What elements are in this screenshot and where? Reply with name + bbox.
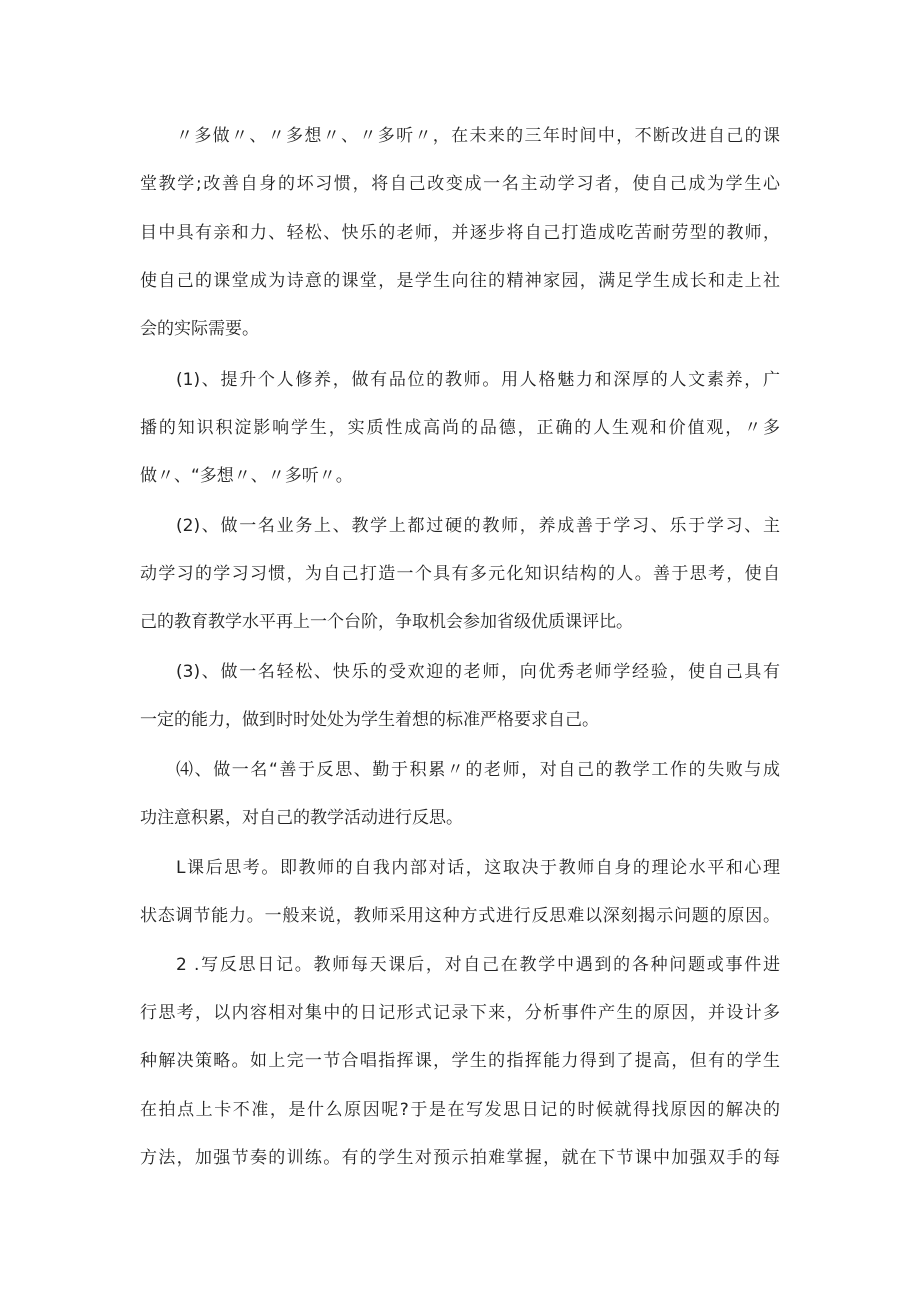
paragraph-line: 2 .写反思日记。教师每天课后，对自己在教学中遇到的各种问题或事件进 (176, 955, 780, 975)
paragraph-line: 状态调节能力。一般来说，教师采用这种方式进行反思难以深刻揭示问题的原因。 (140, 906, 780, 926)
paragraph-line: 功注意积累，对自己的教学活动进行反思。 (140, 808, 463, 828)
paragraph-line: 目中具有亲和力、轻松、快乐的老师，并逐步将自己打造成吃苦耐劳型的教师， (140, 223, 780, 243)
paragraph-line: 行思考，以内容相对集中的日记形式记录下来，分析事件产生的原因，并设计多 (140, 1003, 780, 1023)
paragraph-line: (1)、提升个人修养，做有品位的教师。用人格魅力和深厚的人文素养，广 (176, 370, 780, 390)
paragraph-line: L课后思考。即教师的自我内部对话，这取决于教师自身的理论水平和心理 (176, 858, 780, 878)
paragraph-line: 会的实际需要。 (140, 319, 259, 339)
paragraph-line: 做〃、“多想〃、〃多听〃。 (140, 466, 353, 486)
paragraph-line: 方法，加强节奏的训练。有的学生对预示拍难掌握，就在下节课中加强双手的每 (140, 1148, 780, 1168)
paragraph-line: ⑷、做一名“善于反思、勤于积累〃的老师，对自己的教学工作的失败与成 (176, 760, 780, 780)
paragraph-line: 播的知识积淀影响学生，实质性成高尚的品德，正确的人生观和价值观，〃多 (140, 418, 780, 438)
paragraph-line: (3)、做一名轻松、快乐的受欢迎的老师，向优秀老师学经验，使自己具有 (176, 662, 780, 682)
paragraph-line: 在拍点上卡不准，是什么原因呢?于是在写发思日记的时候就得找原因的解决的 (140, 1100, 780, 1120)
paragraph-line: 使自己的课堂成为诗意的课堂，是学生向往的精神家园，满足学生成长和走上社 (140, 271, 780, 291)
paragraph-line: 堂教学;改善自身的坏习惯，将自己改变成一名主动学习者，使自己成为学生心 (140, 174, 780, 194)
paragraph-line: 己的教育教学水平再上一个台阶，争取机会参加省级优质课评比。 (140, 612, 633, 632)
paragraph-line: 〃多做〃、〃多想〃、〃多听〃，在未来的三年时间中，不断改进自己的课 (176, 126, 780, 146)
paragraph-line: (2)、做一名业务上、教学上都过硬的教师，养成善于学习、乐于学习、主 (176, 516, 780, 536)
paragraph-line: 动学习的学习习惯，为自己打造一个具有多元化知识结构的人。善于思考，使自 (140, 564, 780, 584)
paragraph-line: 种解决策略。如上完一节合唱指挥课，学生的指挥能力得到了提高，但有的学生 (140, 1051, 780, 1071)
paragraph-line: 一定的能力，做到时时处处为学生着想的标准严格要求自己。 (140, 710, 599, 730)
